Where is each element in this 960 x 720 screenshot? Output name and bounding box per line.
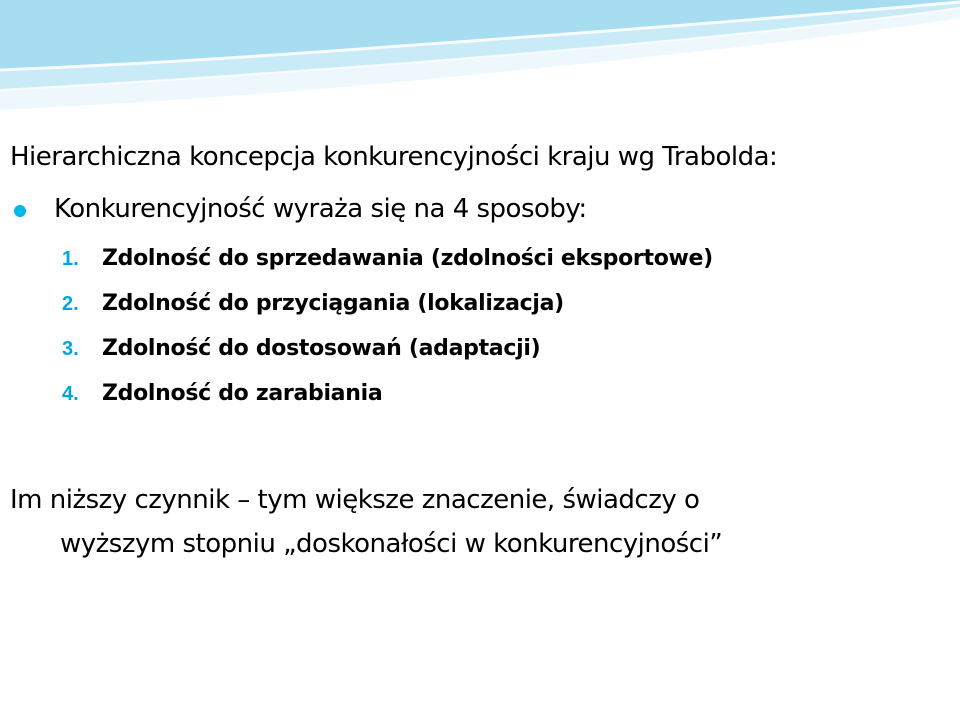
bullet-text: Konkurencyjność wyraża się na 4 sposoby: bbox=[54, 194, 587, 224]
list-item-text: Zdolność do dostosowań (adaptacji) bbox=[102, 336, 541, 361]
list-item-text: Zdolność do sprzedawania (zdolności eksportowe) bbox=[102, 246, 713, 271]
header-wave-decoration bbox=[0, 0, 960, 120]
list-item-number: 1. bbox=[62, 248, 79, 270]
bullet-dot-icon bbox=[14, 205, 26, 217]
conclusion-line-2: wyższym stopniu „doskonałości w konkurencyjności” bbox=[60, 529, 723, 559]
list-item-number: 3. bbox=[62, 338, 79, 360]
list-item-text: Zdolność do przyciągania (lokalizacja) bbox=[102, 291, 564, 316]
conclusion-text bbox=[10, 478, 722, 566]
list-item-text: Zdolność do zarabiania bbox=[102, 381, 383, 406]
conclusion-line-1: Im niższy czynnik – tym większe znaczenie, świadczy o bbox=[10, 485, 700, 515]
slide-heading: Hierarchiczna koncepcja konkurencyjności kraju wg Trabolda: bbox=[10, 142, 778, 172]
list-item-number: 2. bbox=[62, 293, 79, 315]
list-item-number: 4. bbox=[62, 383, 79, 405]
